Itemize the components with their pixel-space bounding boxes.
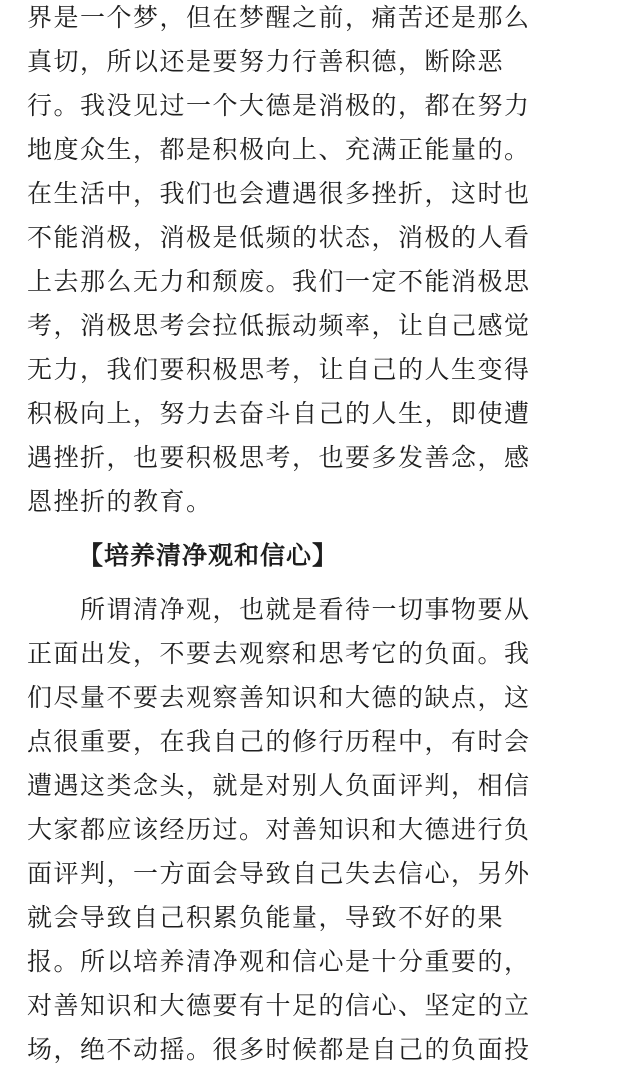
paragraph-2-line: 们尽量不要去观察善知识和大德的缺点，这 <box>27 683 531 712</box>
paragraph-1-line: 不能消极，消极是低频的状态，消极的人看 <box>27 223 531 252</box>
paragraph-1-line: 考，消极思考会拉低振动频率，让自己感觉 <box>27 311 531 340</box>
paragraph-1-line: 无力，我们要积极思考，让自己的人生变得 <box>27 355 531 384</box>
paragraph-2-line: 所谓清净观，也就是看待一切事物要从 <box>80 595 531 624</box>
paragraph-2-line: 正面出发，不要去观察和思考它的负面。我 <box>27 639 531 668</box>
paragraph-2-line: 大家都应该经历过。对善知识和大德进行负 <box>27 815 531 844</box>
paragraph-2-line: 就会导致自己积累负能量，导致不好的果 <box>27 903 505 932</box>
paragraph-1-line: 界是一个梦，但在梦醒之前，痛苦还是那么 <box>27 3 531 32</box>
paragraph-2-line: 点很重要，在我自己的修行历程中，有时会 <box>27 727 531 756</box>
paragraph-2-line: 对善知识和大德要有十足的信心、坚定的立 <box>27 991 531 1020</box>
paragraph-2-line: 面评判，一方面会导致自己失去信心，另外 <box>27 859 531 888</box>
paragraph-1-line: 地度众生，都是积极向上、充满正能量的。 <box>27 135 531 164</box>
section-heading: 【培养清净观和信心】 <box>78 541 339 570</box>
paragraph-2-line: 遭遇这类念头，就是对别人负面评判，相信 <box>27 771 531 800</box>
paragraph-1-line: 遇挫折，也要积极思考，也要多发善念，感 <box>27 443 531 472</box>
paragraph-1-line: 在生活中，我们也会遭遇很多挫折，这时也 <box>27 179 531 208</box>
paragraph-1-line: 真切，所以还是要努力行善积德，断除恶 <box>27 47 505 76</box>
paragraph-1-line: 恩挫折的教育。 <box>27 487 213 516</box>
paragraph-2-line: 场，绝不动摇。很多时候都是自己的负面投 <box>27 1035 531 1064</box>
paragraph-1-line: 行。我没见过一个大德是消极的，都在努力 <box>27 91 531 120</box>
paragraph-1-line: 上去那么无力和颓废。我们一定不能消极思 <box>27 267 531 296</box>
paragraph-1-line: 积极向上，努力去奋斗自己的人生，即使遭 <box>27 399 531 428</box>
paragraph-2-line: 报。所以培养清净观和信心是十分重要的， <box>27 947 531 976</box>
